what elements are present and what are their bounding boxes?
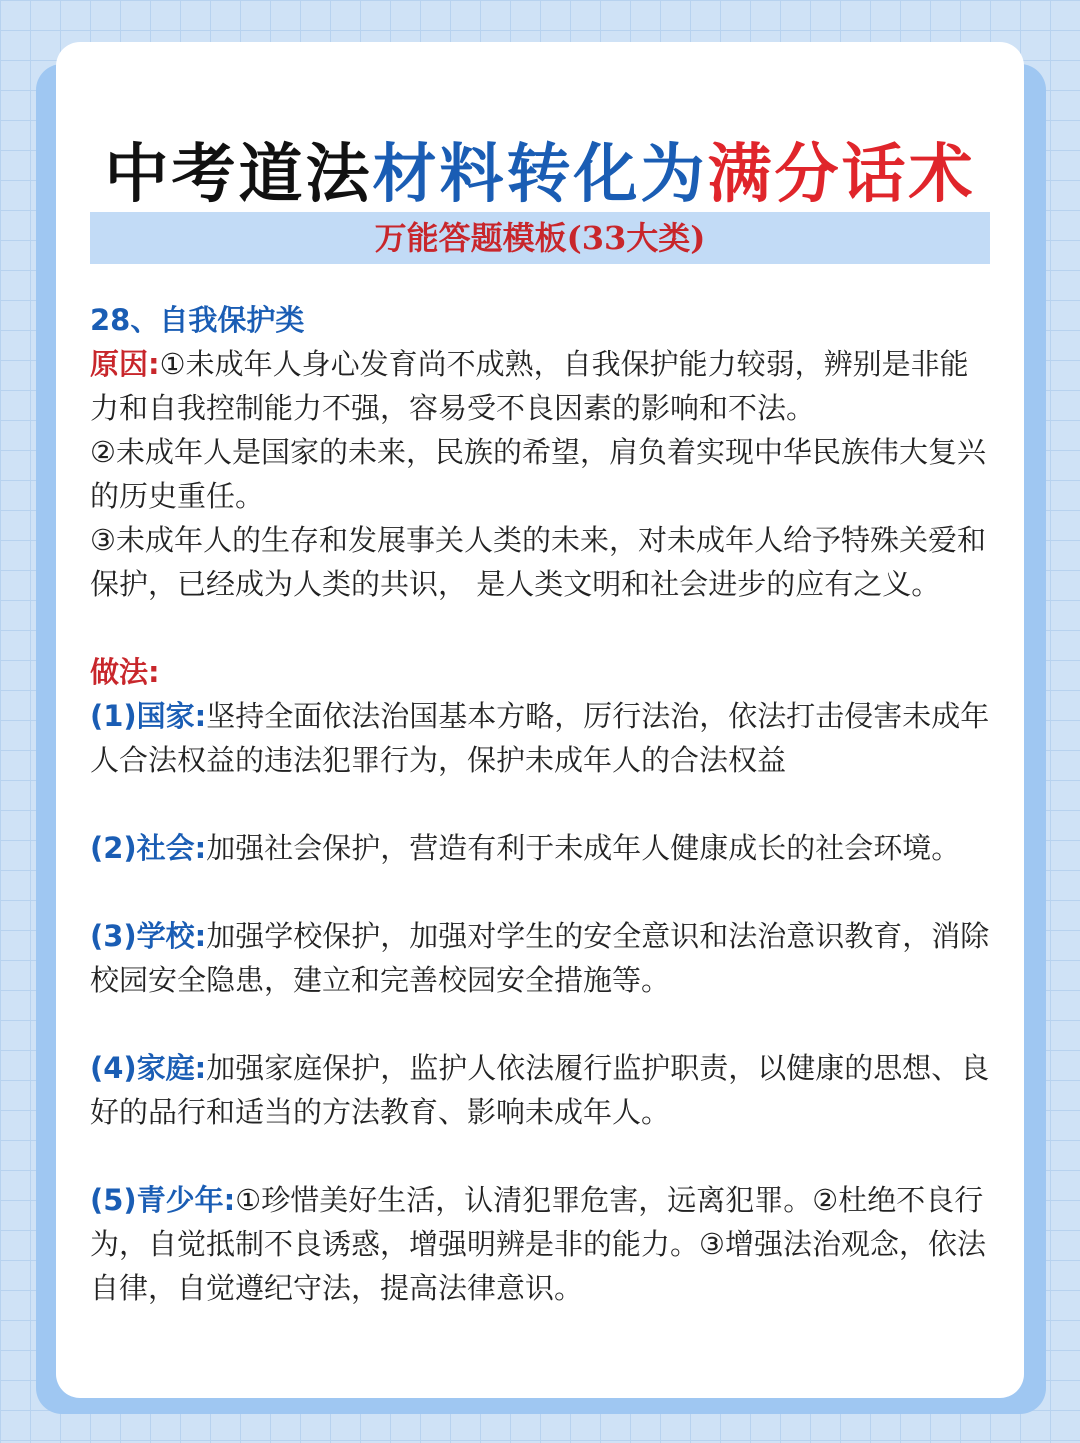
method-label: (5)青少年: bbox=[90, 1183, 236, 1217]
reason-1-text: ①未成年人身心发育尚不成熟，自我保护能力较弱，辨别是非能力和自我控制能力不强，容易受不良因素的影响和不法。 bbox=[90, 347, 969, 425]
reason-1 bbox=[90, 342, 992, 430]
method-label: (3)学校: bbox=[90, 919, 207, 953]
title-part-3: 满分话术 bbox=[707, 138, 976, 212]
method-item bbox=[90, 1178, 992, 1310]
method-text: 坚持全面依法治国基本方略，厉行法治，依法打击侵害未成年人合法权益的违法犯罪行为，保护未成年人的合法权益 bbox=[90, 699, 990, 777]
method-label: (2)社会: bbox=[90, 831, 207, 865]
spacer bbox=[90, 870, 992, 914]
page-title bbox=[56, 130, 1024, 220]
content-card bbox=[56, 42, 1024, 1398]
reason-2: ②未成年人是国家的未来，民族的希望，肩负着实现中华民族伟大复兴的历史重任。 bbox=[90, 435, 986, 513]
method-text: 加强学校保护，加强对学生的安全意识和法治意识教育，消除校园安全隐患，建立和完善校园安全措施等。 bbox=[90, 919, 990, 997]
method-item bbox=[90, 694, 992, 782]
section-heading: 28、自我保护类 bbox=[90, 303, 305, 337]
reason-3: ③未成年人的生存和发展事关人类的未来，对未成年人给予特殊关爱和保护，已经成为人类的共识， 是人类文明和社会进步的应有之义。 bbox=[90, 523, 986, 601]
reasons-label: 原因: bbox=[90, 347, 160, 381]
method-label: (4)家庭: bbox=[90, 1051, 207, 1085]
section-content bbox=[90, 298, 992, 1310]
method-label: (1)国家: bbox=[90, 699, 207, 733]
spacer bbox=[90, 1134, 992, 1178]
method-item bbox=[90, 826, 992, 870]
title-part-1: 中考道法 bbox=[104, 138, 373, 212]
title-part-2: 材料转化为 bbox=[372, 138, 708, 212]
method-item bbox=[90, 1046, 992, 1134]
methods-label: 做法: bbox=[90, 655, 160, 689]
spacer bbox=[90, 606, 992, 650]
method-item bbox=[90, 914, 992, 1002]
method-text: 加强社会保护，营造有利于未成年人健康成长的社会环境。 bbox=[206, 831, 961, 865]
spacer bbox=[90, 1002, 992, 1046]
method-text: 加强家庭保护，监护人依法履行监护职责，以健康的思想、良好的品行和适当的方法教育、影响未成年人。 bbox=[90, 1051, 990, 1129]
subtitle-banner: 万能答题模板(33大类) bbox=[90, 212, 990, 264]
spacer bbox=[90, 782, 992, 826]
method-text: ①珍惜美好生活，认清犯罪危害，远离犯罪。②杜绝不良行为，自觉抵制不良诱惑，增强明辨是非的能力。③增强法治观念，依法自律，自觉遵纪守法，提高法律意识。 bbox=[90, 1183, 986, 1305]
